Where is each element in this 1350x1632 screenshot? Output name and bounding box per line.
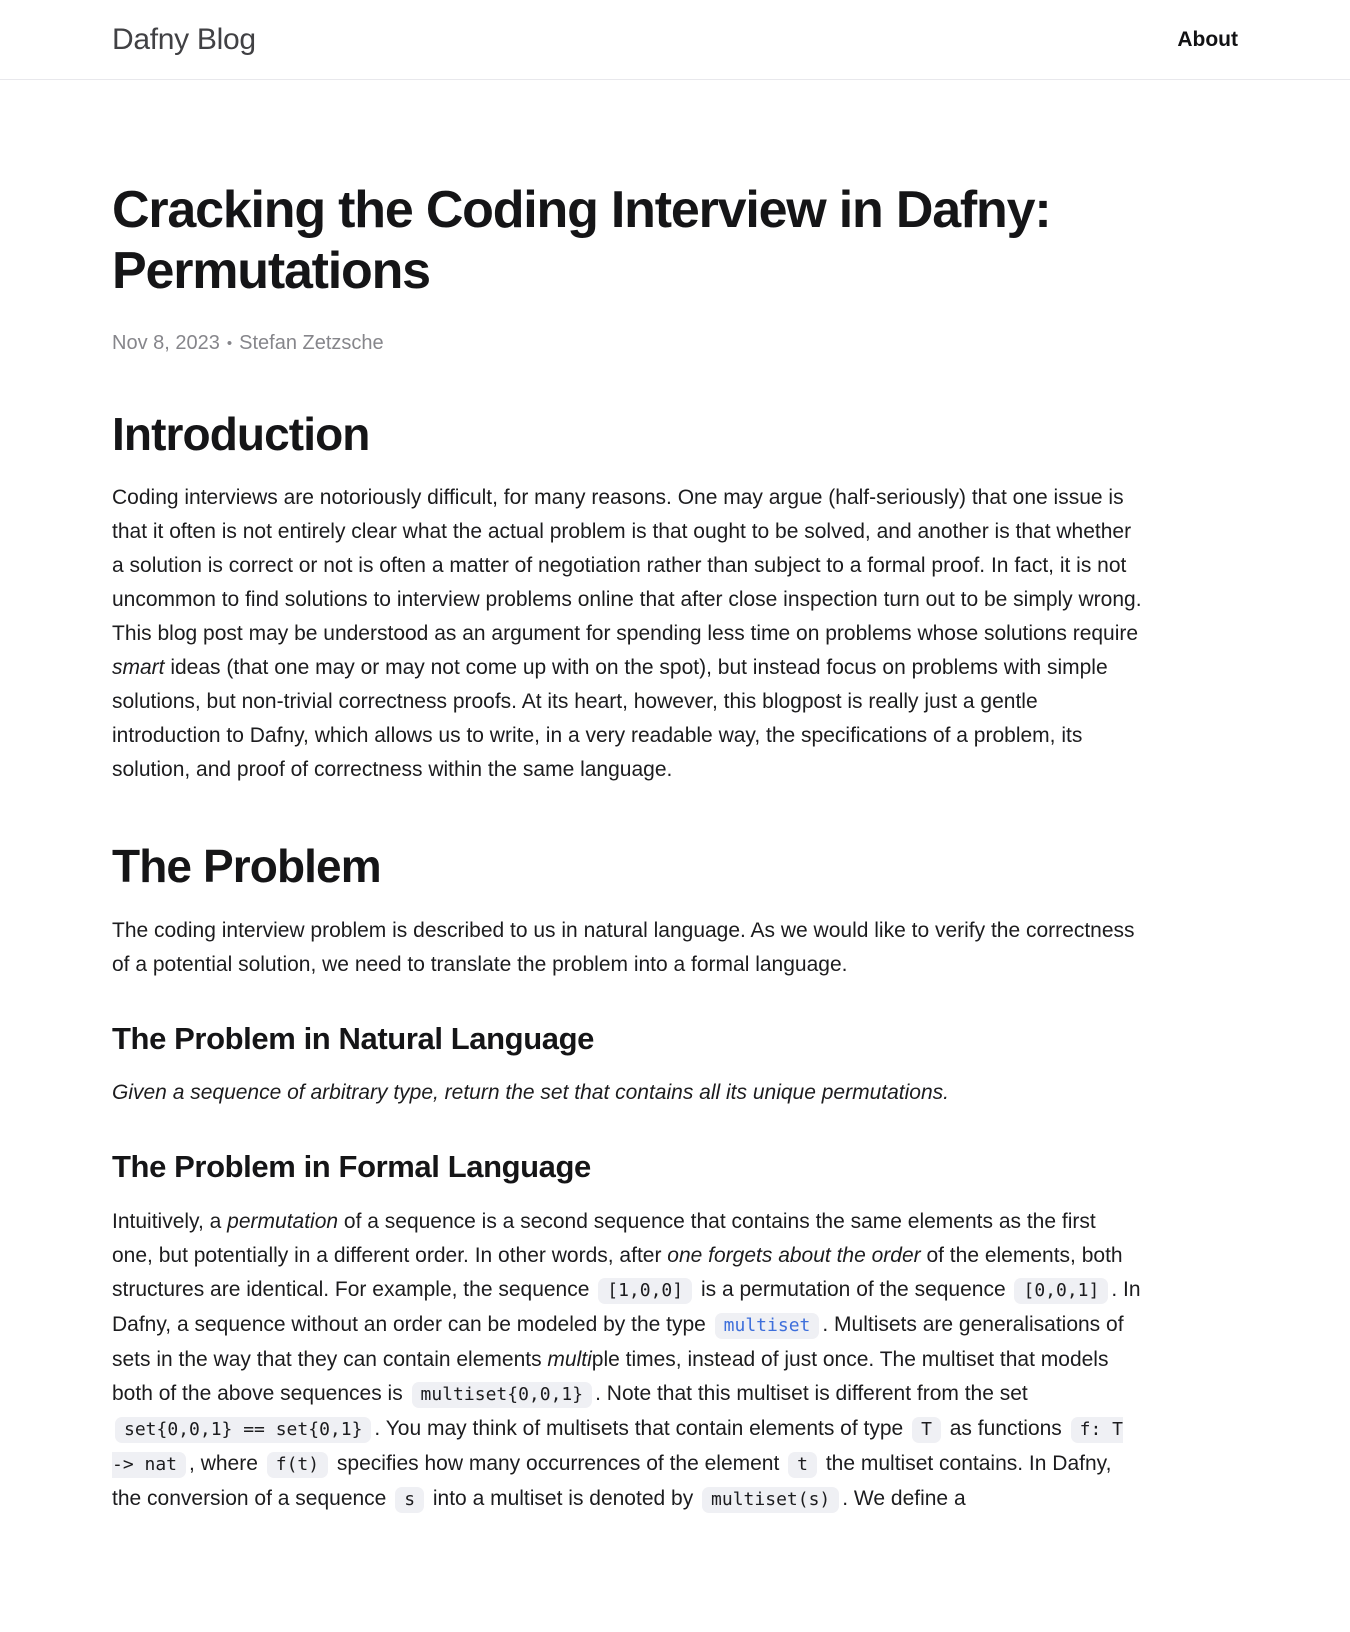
emphasis-text: one forgets about the order (667, 1244, 921, 1268)
post-author: Stefan Zetzsche (239, 332, 384, 354)
emphasis-text: smart (112, 656, 165, 680)
heading-introduction: Introduction (112, 408, 370, 460)
site-logo[interactable]: Dafny Blog (112, 22, 256, 56)
paragraph-the-problem: The coding interview problem is described to us in natural language. As we would like to verify the correctness of a potential solution, we need to translate the problem into a formal language. (112, 918, 1135, 976)
site-header (0, 0, 1350, 80)
inline-code[interactable]: multiset (715, 1313, 820, 1339)
emphasis-text: multi (547, 1348, 592, 1372)
inline-code: f(t) (267, 1452, 328, 1478)
inline-code: T (912, 1417, 941, 1443)
post-byline (112, 332, 1238, 355)
byline-separator: • (226, 335, 233, 352)
inline-code: t (788, 1452, 817, 1478)
inline-code: f: T -> nat (112, 1417, 1123, 1478)
inline-code-link[interactable] (712, 1313, 823, 1336)
inline-code: [1,0,0] (598, 1278, 692, 1304)
inline-code: set{0,0,1} == set{0,1} (115, 1417, 371, 1443)
nav-about-link[interactable]: About (1177, 27, 1238, 51)
inline-code: multiset{0,0,1} (412, 1382, 593, 1408)
emphasis-text: Given a sequence of arbitrary type, return the set that contains all its unique permutations. (112, 1081, 949, 1105)
post-date: Nov 8, 2023 (112, 332, 220, 354)
inline-code: [0,0,1] (1014, 1278, 1108, 1304)
heading-problem-formal-language: The Problem in Formal Language (112, 1149, 591, 1185)
header-nav (1177, 28, 1238, 52)
paragraph-introduction: Coding interviews are notoriously difficult, for many reasons. One may argue (half-seriously) that one issue is that it often is not entirely clear what the actual problem is that ought to be solved, and another is that whether a solution is correct or not is often a matter of negotiation rather than subject to a formal proof. In fact, it is not uncommon to find solutions to interview problems online that after close inspection turn out to be simply wrong. This blog post may be understood as an argument for spending less time on problems whose solutions require smart ideas (that one may or may not come up with on the spot), but instead focus on problems with simple solutions, but non-trivial correctness proofs. At its heart, however, this blogpost is really just a gentle introduction to Dafny, which allows us to write, in a very readable way, the specifications of a problem, its solution, and proof of correctness within the same language. (112, 486, 1142, 782)
paragraph-problem-natural-language (112, 1076, 1142, 1110)
post-title: Cracking the Coding Interview in Dafny: Permutations (112, 181, 1051, 300)
blog-article (0, 180, 1350, 1517)
heading-the-problem: The Problem (112, 840, 381, 893)
paragraph-problem-formal-language: Intuitively, a permutation of a sequence is a second sequence that contains the same elements as the first one, but potentially in a different order. In other words, after one forgets about the order of the elements, both structures are identical. For example, the sequence [1,0,0] is a permutation of the sequence [0,0,1] . In Dafny, a sequence without an order can be modeled by the type multiset . Multisets are generalisations of sets in the way that they can contain elements multiple times, instead of just once. The multiset that models both of the above sequences is multiset{0,0,1} . Note that this multiset is different from the set set{0,0,1} == set{0,1} . You may think of multisets that contain elements of type T as functions f: T -> nat , where f(t) specifies how many occurrences of the element t the multiset contains. In Dafny, the conversion of a sequence s into a multiset is denoted by multiset(s) . We define a (112, 1205, 1142, 1517)
heading-problem-natural-language: The Problem in Natural Language (112, 1020, 594, 1056)
inline-code: s (395, 1487, 424, 1513)
emphasis-text: permutation (227, 1210, 339, 1234)
inline-code: multiset(s) (702, 1487, 839, 1513)
